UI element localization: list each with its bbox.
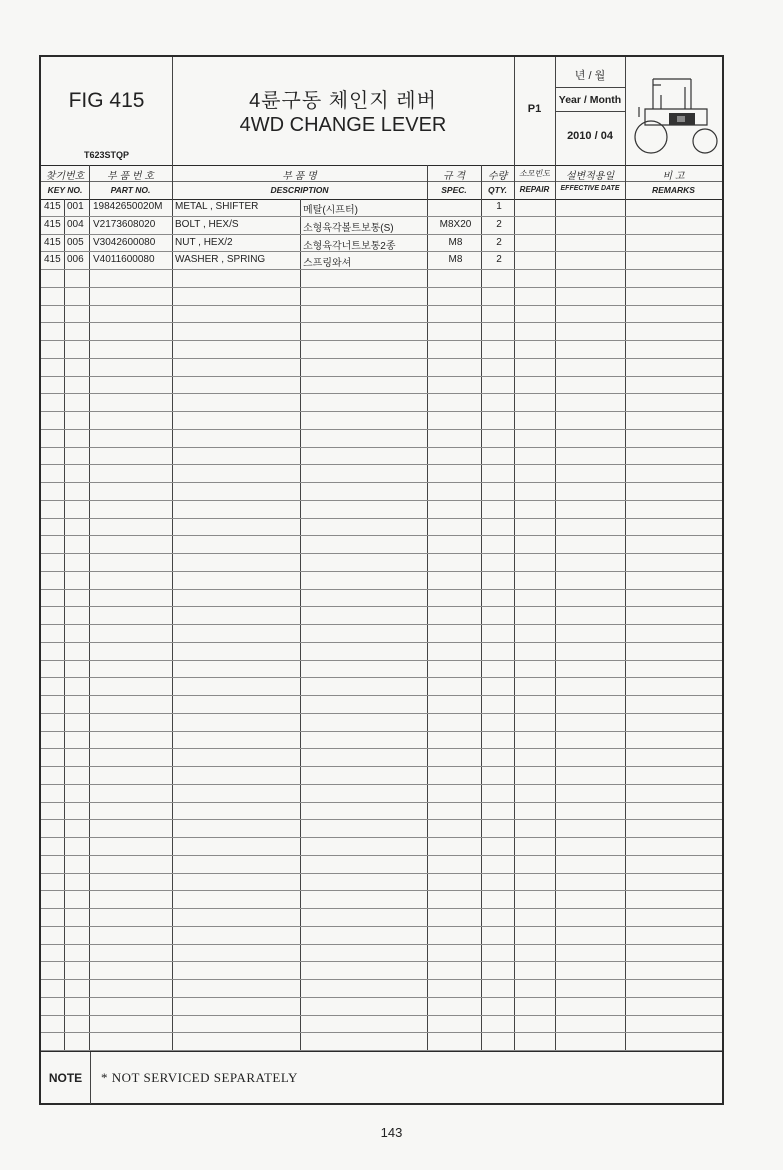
page-label: P1 — [527, 103, 542, 115]
table-row — [41, 430, 722, 448]
year-month-label-kr: 년 / 월 — [574, 70, 606, 82]
title-english: 4WD CHANGE LEVER — [239, 114, 447, 136]
description-kr: 소형육각너트보통2종 — [303, 240, 396, 252]
table-row — [41, 519, 722, 537]
table-row — [41, 874, 722, 892]
part-number: V4011600080 — [93, 254, 155, 266]
table-row — [41, 217, 722, 235]
description-kr: 소형육각볼트보통(S) — [303, 222, 394, 234]
table-row — [41, 838, 722, 856]
table-row — [41, 288, 722, 306]
table-row — [41, 394, 722, 412]
col-key-kr: 찾기번호 — [45, 171, 85, 182]
col-key-en: KEY NO. — [47, 185, 83, 195]
table-row — [41, 465, 722, 483]
table-row — [41, 998, 722, 1016]
col-repair-en: REPAIR — [519, 185, 550, 194]
table-row — [41, 235, 722, 253]
parts-table — [41, 199, 722, 1051]
key-no-prefix: 415 — [44, 254, 61, 266]
table-row — [41, 501, 722, 519]
key-no-suffix: 001 — [67, 201, 84, 212]
table-row — [41, 962, 722, 980]
table-row — [41, 696, 722, 714]
spec: M8 — [448, 254, 463, 266]
table-row — [41, 820, 722, 838]
table-row — [41, 678, 722, 696]
spec: M8 — [448, 236, 463, 248]
quantity: 1 — [496, 201, 502, 212]
description-en: WASHER , SPRING — [175, 254, 266, 266]
col-part-kr: 부 품 번 호 — [107, 171, 154, 182]
table-row — [41, 891, 722, 909]
table-row — [41, 856, 722, 874]
key-no-prefix: 415 — [44, 236, 61, 248]
table-row — [41, 661, 722, 679]
col-desc-en: DESCRIPTION — [270, 185, 329, 195]
part-number: V3042600080 — [93, 236, 156, 248]
table-row — [41, 607, 722, 625]
table-row — [41, 643, 722, 661]
col-qty-kr: 수량 — [487, 171, 508, 182]
table-row — [41, 1033, 722, 1051]
quantity: 2 — [496, 236, 502, 248]
tractor-icon — [631, 65, 719, 157]
table-row — [41, 483, 722, 501]
col-effective-en: EFFECTIVE DATE — [560, 185, 620, 192]
col-remarks-en: REMARKS — [652, 185, 695, 195]
effective-date: 2010 / 04 — [567, 130, 613, 142]
note-text: * NOT SERVICED SEPARATELY — [101, 1070, 298, 1085]
description-kr: 스프링와셔 — [303, 258, 352, 270]
table-row — [41, 252, 722, 270]
col-repair-kr: 소모빈도 — [519, 169, 550, 178]
table-row — [41, 909, 722, 927]
table-row — [41, 785, 722, 803]
table-row — [41, 980, 722, 998]
description-kr: 메탈(시프터) — [303, 205, 358, 216]
table-row — [41, 945, 722, 963]
title-korean: 4륜구동 체인지 레버 — [249, 90, 437, 112]
col-spec-kr: 규 격 — [442, 171, 466, 182]
table-row — [41, 536, 722, 554]
table-row — [41, 199, 722, 217]
col-part-en: PART NO. — [110, 185, 151, 195]
table-row — [41, 767, 722, 785]
column-header-row — [41, 165, 722, 200]
note-label: NOTE — [41, 1052, 91, 1104]
parts-sheet — [39, 55, 724, 1105]
page-number: 143 — [380, 1125, 403, 1140]
table-row — [41, 625, 722, 643]
table-row — [41, 448, 722, 466]
table-row — [41, 749, 722, 767]
table-row — [41, 554, 722, 572]
table-row — [41, 359, 722, 377]
part-number: V2173608020 — [93, 218, 156, 230]
year-month-label-en: Year / Month — [558, 94, 622, 106]
part-number: 19842650020M — [93, 201, 163, 212]
col-effective-kr: 설변적용일 — [565, 171, 615, 182]
key-no-prefix: 415 — [44, 201, 61, 212]
table-row — [41, 377, 722, 395]
note-section — [41, 1051, 722, 1104]
key-no-prefix: 415 — [44, 218, 61, 230]
col-remarks-kr: 비 고 — [662, 171, 685, 182]
table-row — [41, 732, 722, 750]
table-row — [41, 270, 722, 288]
col-desc-kr: 부 품 명 — [282, 171, 317, 182]
table-row — [41, 590, 722, 608]
key-no-suffix: 004 — [67, 218, 84, 230]
table-row — [41, 927, 722, 945]
table-row — [41, 1016, 722, 1034]
figure-number: FIG 415 — [68, 89, 145, 112]
quantity: 2 — [496, 218, 502, 230]
description-en: BOLT , HEX/S — [175, 218, 239, 230]
spec: M8X20 — [439, 218, 472, 230]
key-no-suffix: 005 — [67, 236, 84, 248]
table-row — [41, 803, 722, 821]
col-spec-en: SPEC. — [441, 185, 467, 195]
description-en: NUT , HEX/2 — [175, 236, 233, 248]
sheet-header — [41, 57, 722, 166]
description-en: METAL , SHIFTER — [175, 201, 259, 212]
table-row — [41, 341, 722, 359]
quantity: 2 — [496, 254, 502, 266]
table-row — [41, 323, 722, 341]
table-row — [41, 306, 722, 324]
table-row — [41, 412, 722, 430]
col-qty-en: QTY. — [487, 185, 508, 195]
key-no-suffix: 006 — [67, 254, 84, 266]
model-code: T623STQP — [83, 150, 130, 160]
table-row — [41, 714, 722, 732]
table-row — [41, 572, 722, 590]
